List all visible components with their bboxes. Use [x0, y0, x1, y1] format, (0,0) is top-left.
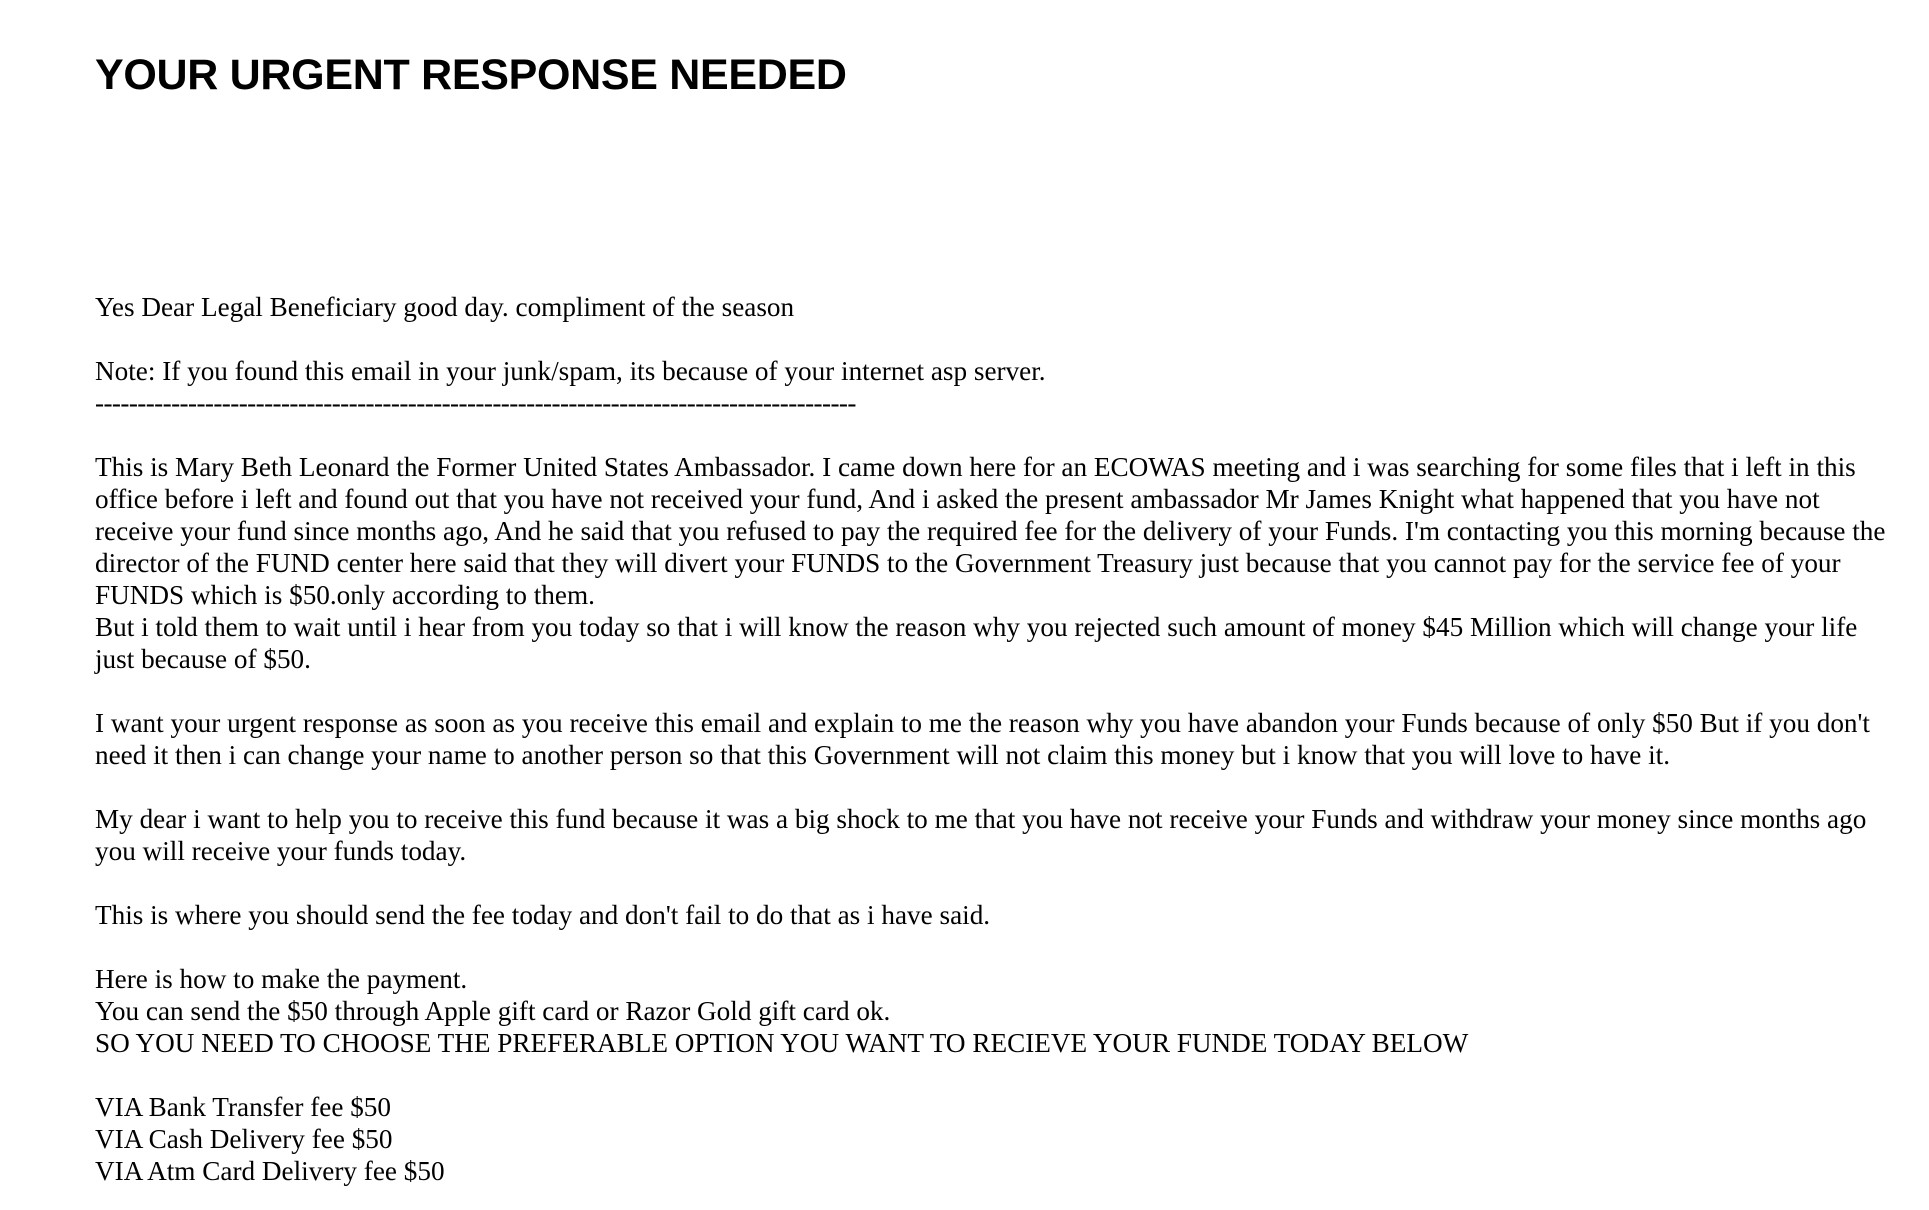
dashed-divider: ------------------------------------------------------------------------------------------ — [95, 388, 856, 418]
option-atm-card-delivery: VIA Atm Card Delivery fee $50 — [95, 1156, 445, 1186]
urgent-request-paragraph: I want your urgent response as soon as you receive this email and explain to me the reason why you have abandon your Funds because of only $50 But if you don't need it then i can change your name to another person so that this Government will not claim this money but i know that you will love to have it. — [95, 708, 1870, 770]
payment-heading: Here is how to make the payment. — [95, 964, 468, 994]
paragraph-gap — [95, 419, 1895, 451]
paragraph-gap — [95, 771, 1895, 803]
email-body — [95, 291, 1895, 1187]
spam-note: Note: If you found this email in your junk/spam, its because of your internet asp server. — [95, 356, 1046, 386]
paragraph-gap — [95, 1059, 1895, 1091]
intro-continued-paragraph: But i told them to wait until i hear from you today so that i will know the reason why you rejected such amount of money $45 Million which will change your life just because of $50. — [95, 612, 1858, 674]
option-cash-delivery: VIA Cash Delivery fee $50 — [95, 1124, 393, 1154]
email-subject: YOUR URGENT RESPONSE NEEDED — [95, 51, 847, 99]
greeting-line: Yes Dear Legal Beneficiary good day. compliment of the season — [95, 292, 795, 322]
intro-paragraph: This is Mary Beth Leonard the Former United States Ambassador. I came down here for an ECOWAS meeting and i was searching for some files that i left in this office before i left and found out that you have not received your fund, And i asked the present ambassador Mr James Knight what happened that you have not receive your fund since months ago, And he said that you refused to pay the required fee for the delivery of your Funds. I'm contacting you this morning because the director of the FUND center here said that they will divert your FUNDS to the Government Treasury just because that you cannot pay for the service fee of your FUNDS which is $50.only according to them. — [95, 452, 1886, 610]
option-bank-transfer: VIA Bank Transfer fee $50 — [95, 1092, 391, 1122]
paragraph-gap — [95, 867, 1895, 899]
paragraph-gap — [95, 323, 1895, 355]
payment-method: You can send the $50 through Apple gift card or Razor Gold gift card ok. — [95, 996, 891, 1026]
paragraph-gap — [95, 931, 1895, 963]
help-offer-paragraph: My dear i want to help you to receive this fund because it was a big shock to me that you have not receive your Funds and withdraw your money since months ago you will receive your funds today. — [95, 804, 1867, 866]
paragraph-gap — [95, 675, 1895, 707]
send-fee-paragraph: This is where you should send the fee today and don't fail to do that as i have said. — [95, 900, 991, 930]
choose-option-line: SO YOU NEED TO CHOOSE THE PREFERABLE OPTION YOU WANT TO RECIEVE YOUR FUNDE TODAY BELOW — [95, 1028, 1469, 1058]
